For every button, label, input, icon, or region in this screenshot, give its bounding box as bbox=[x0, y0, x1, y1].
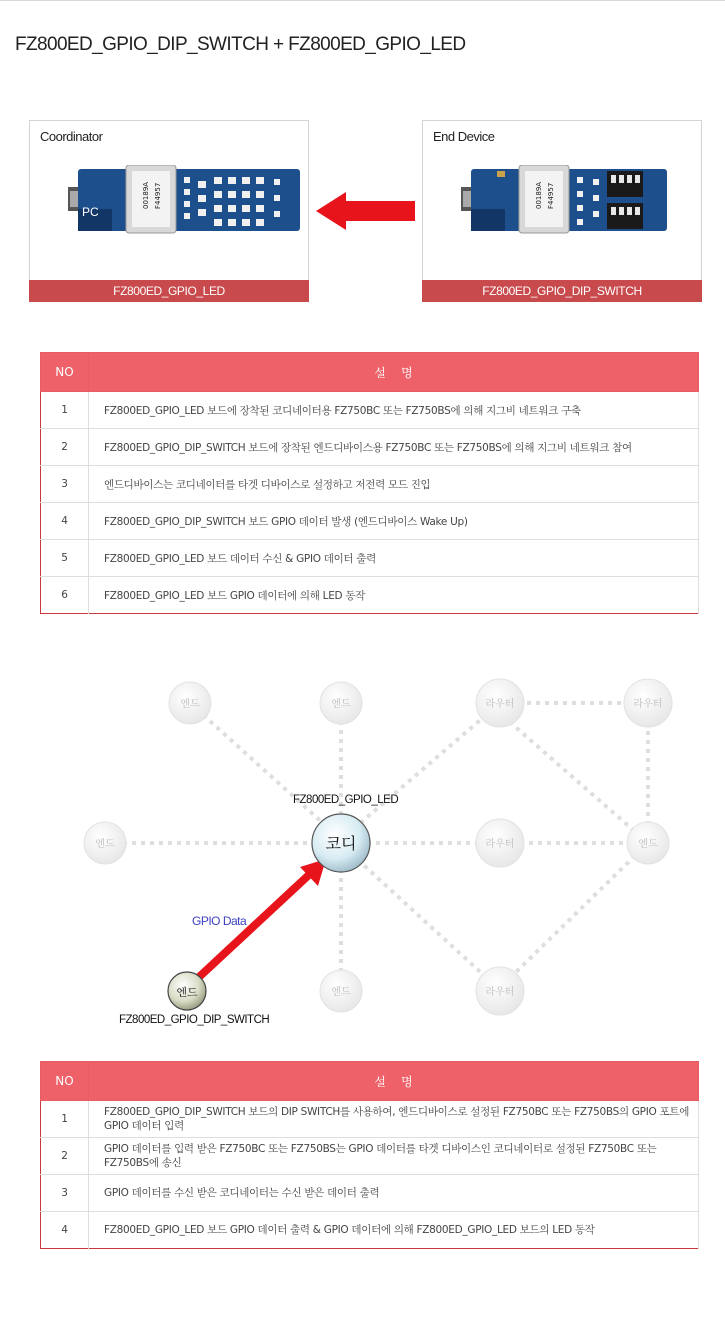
row-description: GPIO 데이터를 입력 받은 FZ750BC 또는 FZ750BS는 GPIO 데이터를 타겟 디바이스인 코디네이터로 설정된 FZ750BC 또는 FZ750BS에 송신 bbox=[89, 1138, 699, 1175]
end-device-caption-label: FZ800ED_GPIO_DIP_SWITCH bbox=[119, 1014, 270, 1026]
table-row bbox=[41, 466, 699, 503]
table-row bbox=[41, 503, 699, 540]
table-row bbox=[41, 577, 699, 614]
row-number: 4 bbox=[41, 1212, 89, 1249]
column-header-no: NO bbox=[41, 353, 89, 392]
chip-text-1: 00189A bbox=[535, 181, 543, 209]
row-description: FZ800ED_GPIO_LED 보드에 장착된 코디네이터용 FZ750BC 또는 FZ750BS에 의해 지그비 네트워크 구축 bbox=[89, 392, 699, 429]
row-description: GPIO 데이터를 수신 받은 코디네이터는 수신 받은 데이터 출력 bbox=[89, 1175, 699, 1212]
node-router-faded bbox=[624, 679, 672, 727]
end-device-board-card bbox=[422, 120, 702, 302]
row-number: 5 bbox=[41, 540, 89, 577]
node-router-faded bbox=[476, 679, 524, 727]
end-node-label: 엔드 bbox=[176, 986, 198, 999]
description-table-2 bbox=[40, 1061, 699, 1249]
network-diagram bbox=[0, 660, 725, 1040]
row-number: 3 bbox=[41, 1175, 89, 1212]
node-router-faded bbox=[476, 967, 524, 1015]
pc-label: PC bbox=[82, 205, 99, 219]
coordinator-label: Coordinator bbox=[40, 129, 103, 144]
node-label: 엔드 bbox=[331, 987, 351, 998]
coordinator-caption: FZ800ED_GPIO_LED bbox=[29, 280, 309, 302]
column-header-no: NO bbox=[41, 1062, 89, 1101]
node-label: 엔드 bbox=[95, 839, 115, 850]
row-description: FZ800ED_GPIO_DIP_SWITCH 보드의 DIP SWITCH를 사용하여, 엔드디바이스로 설정된 FZ750BC 또는 FZ750BS의 GPIO 포트에 GPIO 데이터 입력 bbox=[89, 1101, 699, 1138]
node-label: 엔드 bbox=[638, 839, 658, 850]
node-label: 엔드 bbox=[331, 699, 351, 710]
row-number: 4 bbox=[41, 503, 89, 540]
node-coordinator bbox=[312, 814, 370, 872]
row-description: FZ800ED_GPIO_LED 보드 데이터 수신 & GPIO 데이터 출력 bbox=[89, 540, 699, 577]
led-board-image bbox=[68, 165, 300, 235]
table-row bbox=[41, 429, 699, 466]
node-end-faded bbox=[84, 822, 126, 864]
top-divider bbox=[0, 0, 725, 1]
row-number: 1 bbox=[41, 392, 89, 429]
table-row bbox=[41, 540, 699, 577]
end-device-caption: FZ800ED_GPIO_DIP_SWITCH bbox=[422, 280, 702, 302]
chip-text-1: 00189A bbox=[142, 181, 150, 209]
row-description: FZ800ED_GPIO_LED 보드 GPIO 데이터에 의해 LED 동작 bbox=[89, 577, 699, 614]
node-end-active bbox=[168, 972, 206, 1010]
dip-switch-board-image bbox=[461, 165, 693, 235]
node-label: 엔드 bbox=[180, 699, 200, 710]
row-number: 2 bbox=[41, 429, 89, 466]
node-end-faded bbox=[320, 682, 362, 724]
row-description: FZ800ED_GPIO_DIP_SWITCH 보드에 장착된 엔드디바이스용 FZ750BC 또는 FZ750BS에 의해 지그비 네트워크 참여 bbox=[89, 429, 699, 466]
end-device-label: End Device bbox=[433, 129, 495, 144]
table-row bbox=[41, 1101, 699, 1138]
node-label: 라우터 bbox=[485, 699, 515, 710]
coordinator-caption-label: FZ800ED_GPIO_LED bbox=[293, 794, 399, 806]
coordinator-node-label: 코디 bbox=[325, 834, 357, 853]
faded-nodes bbox=[84, 679, 672, 1015]
left-arrow-icon bbox=[316, 192, 416, 230]
gpio-data-label: GPIO Data bbox=[192, 914, 247, 928]
table-row bbox=[41, 392, 699, 429]
node-end-faded bbox=[320, 970, 362, 1012]
row-description: 엔드디바이스는 코디네이터를 타겟 디바이스로 설정하고 저전력 모드 진입 bbox=[89, 466, 699, 503]
page-title: FZ800ED_GPIO_DIP_SWITCH + FZ800ED_GPIO_LED bbox=[15, 34, 466, 55]
node-label: 라우터 bbox=[633, 699, 663, 710]
node-router-faded bbox=[476, 819, 524, 867]
node-end-faded bbox=[627, 822, 669, 864]
coordinator-board-card bbox=[29, 120, 309, 302]
node-label: 라우터 bbox=[485, 987, 515, 998]
row-description: FZ800ED_GPIO_LED 보드 GPIO 데이터 출력 & GPIO 데이터에 의해 FZ800ED_GPIO_LED 보드의 LED 동작 bbox=[89, 1212, 699, 1249]
row-number: 1 bbox=[41, 1101, 89, 1138]
column-header-desc: 설 명 bbox=[89, 1062, 699, 1101]
node-end-faded bbox=[169, 682, 211, 724]
chip-text-2: F44957 bbox=[547, 182, 555, 209]
table-row bbox=[41, 1212, 699, 1249]
row-number: 2 bbox=[41, 1138, 89, 1175]
column-header-desc: 설 명 bbox=[89, 353, 699, 392]
row-number: 6 bbox=[41, 577, 89, 614]
row-number: 3 bbox=[41, 466, 89, 503]
description-table-1 bbox=[40, 352, 699, 614]
row-description: FZ800ED_GPIO_DIP_SWITCH 보드 GPIO 데이터 발생 (엔드디바이스 Wake Up) bbox=[89, 503, 699, 540]
faded-links bbox=[105, 703, 648, 990]
table-row bbox=[41, 1138, 699, 1175]
chip-text-2: F44957 bbox=[154, 182, 162, 209]
node-label: 라우터 bbox=[485, 839, 515, 850]
table-row bbox=[41, 1175, 699, 1212]
